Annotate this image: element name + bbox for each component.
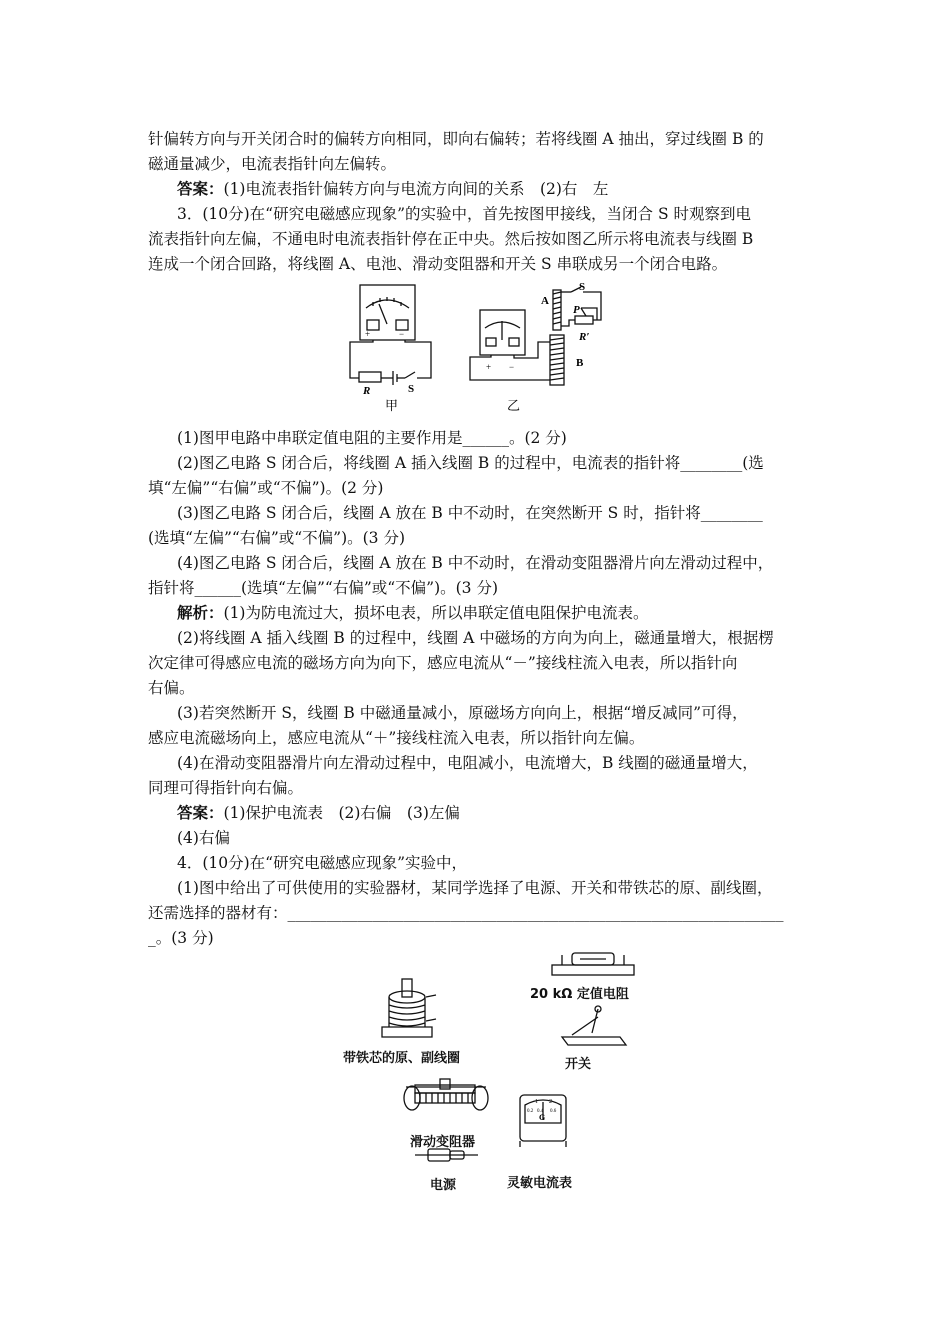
caption-coils: 带铁芯的原、副线圈	[343, 1051, 461, 1066]
text-line: (4)图乙电路 S 闭合后，线圈 A 放在 B 中不动时，在滑动变阻器滑片向左滑动过程中，	[177, 554, 774, 572]
caption-battery: 电源	[430, 1178, 457, 1193]
text-line: 4．(10分)在“研究电磁感应现象”实验中，	[177, 854, 468, 872]
text-line: (选填“左偏”“右偏”或“不偏”)。(3 分)	[148, 529, 406, 547]
analysis-label: 解析：	[177, 603, 224, 622]
answer-text: (1)保护电流表 (2)右偏 (3)左偏	[223, 804, 460, 822]
text-line: 还需选择的器材有：________________________________________________________________	[148, 904, 784, 922]
caption-rheostat: 滑动变阻器	[410, 1135, 476, 1150]
text-line: 连成一个闭合回路，将线圈 A、电池、滑动变阻器和开关 S 串联成另一个闭合电路。	[148, 255, 728, 273]
caption-galvanometer: 灵敏电流表	[507, 1176, 573, 1191]
answer-label: 答案：	[177, 803, 224, 822]
answer-line	[177, 179, 837, 199]
label-Rp: R′	[579, 331, 590, 343]
text-line: (4)在滑动变阻器滑片向左滑动过程中，电阻减小，电流增大，B 线圈的磁通量增大，	[177, 754, 758, 772]
text-line: 流表指针向左偏，不通电时电流表指针停在正中央。然后按如图乙所示将电流表与线圈 B	[148, 230, 754, 248]
caption-yi: 乙	[507, 398, 521, 413]
answer-label: 答案：	[177, 179, 224, 198]
g-scale-4: 0.4	[537, 1109, 544, 1114]
text-line: 磁通量减少，电流表指针向左偏转。	[148, 155, 397, 173]
label-S-jia: S	[408, 383, 415, 395]
text-line: (3)图乙电路 S 闭合后，线圈 A 放在 B 中不动时，在突然断开 S 时，指针将________	[177, 504, 763, 522]
text-line: (1)图甲电路中串联定值电阻的主要作用是______。(2 分)	[177, 429, 567, 447]
text-line: 填“左偏”“右偏”或“不偏”)。(2 分)	[148, 479, 384, 497]
plus-sign-yi: +	[486, 362, 492, 372]
text-line: 同理可得指针向右偏。	[148, 779, 304, 797]
text-line: 右偏。	[148, 679, 195, 697]
analysis-text: (1)为防电流过大，损坏电表，所以串联定值电阻保护电流表。	[223, 604, 649, 622]
label-A: A	[541, 295, 549, 307]
text-line: (3)若突然断开 S，线圈 B 中磁通量减小，原磁场方向向上，根据“增反减同”可得，	[177, 704, 748, 722]
text-line: (2)将线圈 A 插入线圈 B 的过程中，线圈 A 中磁场的方向为向上，磁通量增大，根据楞	[177, 629, 774, 647]
g-scale-3: 0.2	[527, 1109, 534, 1114]
text-line: 指针将______(选填“左偏”“右偏”或“不偏”)。(3 分)	[148, 579, 499, 597]
text-line: (1)图中给出了可供使用的实验器材，某同学选择了电源、开关和带铁芯的原、副线圈，	[177, 879, 773, 897]
label-B: B	[576, 357, 584, 369]
minus-sign-jia: −	[399, 329, 405, 339]
text-line: 感应电流磁场向上，感应电流从“＋”接线柱流入电表，所以指针向左偏。	[148, 729, 645, 747]
resistor-R	[359, 372, 381, 382]
text-line: 3．(10分)在“研究电磁感应现象”的实验中，首先按图甲接线，当闭合 S 时观察到电	[177, 205, 752, 223]
minus-sign-yi: −	[509, 362, 515, 372]
g-scale-1: 1	[535, 1099, 538, 1105]
text-line: 针偏转方向与开关闭合时的偏转方向相同，即向右偏转；若将线圈 A 抽出，穿过线圈 B 的	[148, 130, 764, 148]
rheostat-Rp	[575, 316, 593, 324]
circuit-figure	[335, 280, 625, 415]
switch-icon	[562, 1006, 626, 1045]
caption-jia: 甲	[385, 398, 399, 413]
g-letter: G	[539, 1113, 546, 1122]
text-line: (2)图乙电路 S 闭合后，将线圈 A 插入线圈 B 的过程中，电流表的指针将________(选	[177, 454, 764, 472]
g-scale-2: 2	[549, 1099, 552, 1105]
caption-fixed-resistor: 20 kΩ 定值电阻	[530, 987, 629, 1002]
text-line: 次定律可得感应电流的磁场方向为向下，感应电流从“－”接线柱流入电表，所以指针向	[148, 654, 738, 672]
analysis-line	[177, 603, 837, 623]
battery-icon	[415, 1149, 478, 1161]
label-S-yi: S	[579, 281, 586, 293]
label-P: P	[573, 304, 580, 316]
answer-text: (1)电流表指针偏转方向与电流方向间的关系 (2)右 左	[223, 180, 609, 198]
rheostat-icon	[404, 1079, 488, 1110]
coils-icon	[382, 979, 436, 1037]
label-R: R	[363, 385, 371, 397]
g-scale-5: 0.6	[550, 1109, 557, 1114]
answer-line	[177, 803, 837, 823]
text-line: _。(3 分)	[148, 929, 214, 947]
caption-switch: 开关	[565, 1057, 592, 1072]
fixed-resistor-icon	[552, 953, 634, 975]
text-line: (4)右偏	[177, 829, 230, 847]
plus-sign-jia: +	[365, 329, 371, 339]
